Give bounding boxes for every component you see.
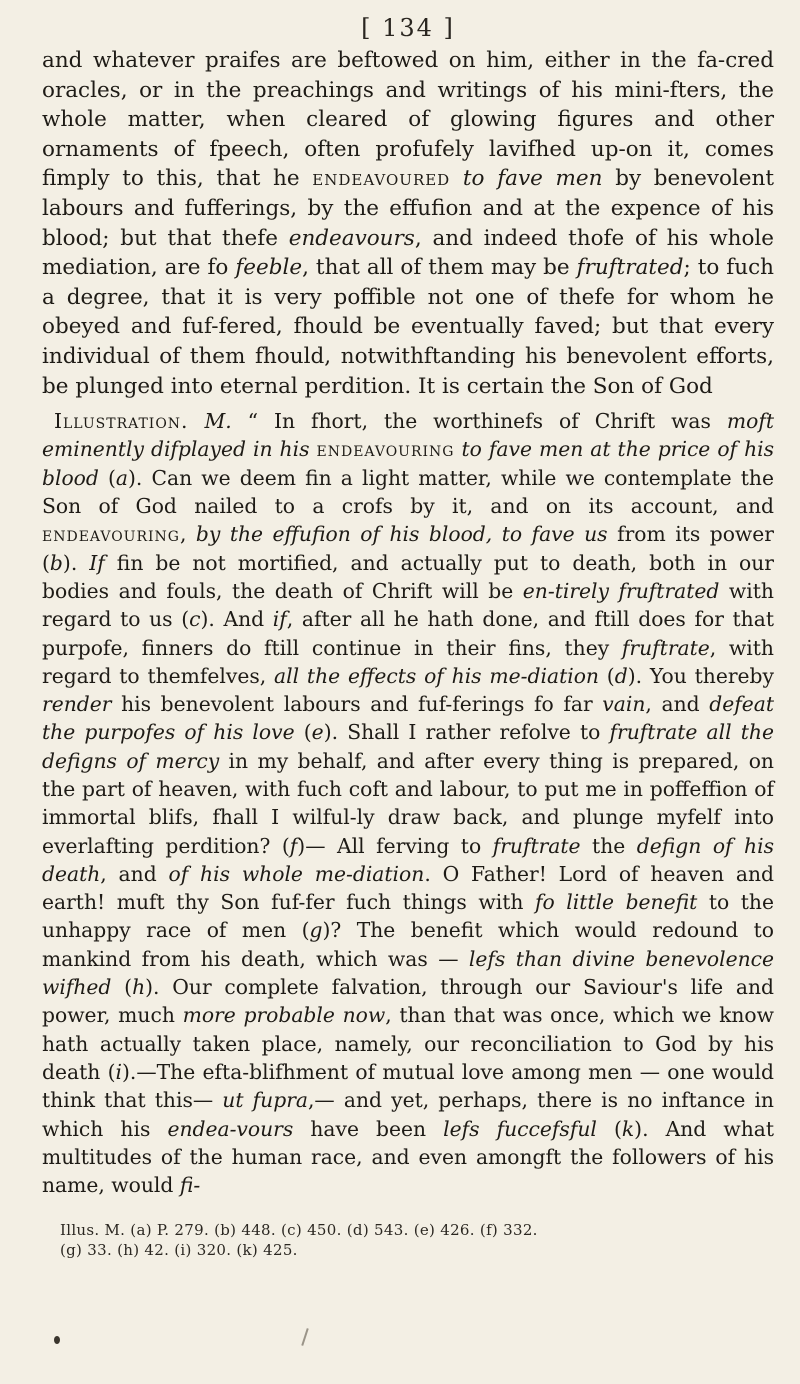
paragraph2-run: moft eminently difplayed in his (42, 409, 774, 462)
paragraph2-run: b (49, 550, 63, 575)
paragraph2-run: ). Can we deem fin a light matter, while we contemplate the Son of God nailed to a crofs by it, and on its account, and (42, 465, 774, 519)
paragraph2-run: to the unhappy race of men ( (42, 890, 774, 943)
paragraph1-run: , that all of them may be (302, 255, 577, 281)
paragraph2-run: to fave men at the price of his blood (42, 437, 775, 490)
paragraph2-run: ( (596, 1116, 622, 1141)
main-paragraph (42, 46, 774, 401)
paragraph2-run: k (621, 1116, 635, 1141)
paragraph2-run: from its power ( (42, 522, 774, 575)
paragraph2-run: more probable now (182, 1003, 386, 1028)
paragraph2-run (309, 437, 316, 461)
paragraph2-run: ).—The efta-blifhment of mutual love among men — one would think that this— (42, 1059, 774, 1113)
paragraph2-run: f (289, 833, 298, 858)
paragraph2-run: ). Our complete falvation, through our Saviour's life and power, much (42, 975, 775, 1028)
paragraph2-run: ). And (200, 607, 273, 632)
paragraph2-run: )? The benefit which would redound to mankind from his death, which was — (42, 918, 774, 971)
paragraph2-run: vain (602, 692, 646, 717)
page-number-header: [ 134 ] (361, 14, 455, 42)
illustration-paragraph (42, 407, 774, 1199)
paragraph2-run: i (115, 1059, 122, 1084)
footnotes (42, 1220, 774, 1260)
paragraph2-run: endeavouring (42, 522, 180, 547)
paragraph2-run: a (115, 465, 128, 490)
paragraph2-run: ( (294, 720, 312, 745)
paragraph2-run: lefs than divine benevolence wifhed (42, 946, 774, 1000)
paragraph2-run: ut fupra (222, 1088, 308, 1113)
paragraph2-run: by the effufion of his blood, to fave us (195, 522, 608, 547)
paragraph2-run: ). Shall I rather refolve to (323, 720, 610, 745)
paragraph2-run: endea-vours (167, 1116, 294, 1141)
paragraph1-run: endeavoured (312, 166, 451, 192)
paragraph2-run: , and (645, 692, 710, 717)
paragraph2-run: fi- (179, 1173, 201, 1198)
paragraph2-run: d (614, 663, 628, 688)
paragraph2-run: have been (293, 1116, 444, 1141)
paragraph1-run: by benevolent labours and fufferings, by the effufion and at the expence of his blood; but that thefe (42, 166, 775, 251)
paragraph2-run: , with regard to themfelves, (42, 635, 774, 688)
paragraph1-run: to fave men (462, 166, 603, 192)
paragraph2-run: fruftrate all the defigns of mercy (42, 720, 774, 773)
paragraph2-run: ). You thereby (627, 663, 774, 688)
paragraph2-run: , than that was once, which we know hath actually taken place, namely, our reconciliation to God by his death ( (42, 1003, 775, 1084)
paragraph2-run: fruftrate (621, 635, 710, 660)
paragraph2-run: ). And what multitudes of the human race, and even amongft the followers of his name, would (42, 1116, 775, 1198)
paragraph1-run: endeavours (288, 225, 415, 251)
paragraph2-run: his benevolent labours and fuf-ferings fo far (111, 692, 603, 717)
paragraph1-run: ; to fuch a degree, that it is very poffible not one of thefe for whom he obeyed and fuf-fered, fhould be eventually faved; but that every individual of them fhould, notwithftanding his benevolent efforts, be plunged into eternal perdition. It is certain the Son of God (42, 255, 774, 399)
paragraph2-run: M. (204, 409, 232, 434)
paragraph2-run: ( (111, 975, 133, 1000)
paragraph2-run: if (272, 607, 287, 632)
paragraph2-run: with regard to us ( (42, 578, 774, 632)
paragraph2-run: the (580, 833, 637, 858)
stray-pen-mark (301, 1328, 308, 1346)
paragraph2-run: fin be not mortified, and actually put to death, both in our bodies and fouls, the death of Chrift will be (42, 550, 774, 603)
paragraph2-run: fruftrate (492, 833, 581, 858)
paragraph2-run: If (89, 550, 105, 575)
paragraph2-run: g (309, 918, 323, 943)
paragraph2-run: )— All ferving to (297, 833, 493, 858)
footnote-line-2: (g) 33. (h) 42. (i) 320. (k) 425. (60, 1240, 298, 1259)
paragraph1-run: fruftrated (576, 255, 684, 281)
paragraph2-run: ( (598, 663, 615, 688)
paragraph2-run: fo little benefit (534, 890, 698, 915)
paragraph2-run: ( (98, 465, 116, 490)
paragraph2-run: , and (100, 861, 169, 886)
paragraph2-run: defeat the purpofes of his love (42, 692, 774, 745)
paragraph2-run: ,— and yet, perhaps, there is no inftance in which his (42, 1088, 774, 1141)
paragraph2-run: defign of his death (42, 833, 775, 886)
paragraph1-run: and whatever praifes are beftowed on him, either in the fa-cred oracles, or in the preachings and writings of his mini-fters, the whole matter, when cleared of glowing figures and other ornaments of fpeech, often profufely lavifhed up-on it, comes fimply to this, that he (42, 48, 774, 192)
paragraph2-run: c (189, 607, 201, 632)
paragraph1-run: , and indeed thofe of his whole mediation, are fo (42, 225, 774, 281)
paragraph2-run: “ In fhort, the worthinefs of Chrift was (231, 409, 727, 434)
paragraph1-run (450, 166, 463, 191)
paragraph2-run: , (179, 522, 196, 547)
paragraph2-run (189, 409, 205, 433)
footnote-line-1: Illus. M. (a) P. 279. (b) 448. (c) 450. (d) 543. (e) 426. (f) 332. (60, 1220, 538, 1239)
paragraph1-run: feeble (235, 255, 303, 281)
paragraph2-run (455, 437, 462, 461)
paragraph2-run: ). (62, 550, 90, 575)
paragraph2-run: e (311, 720, 324, 745)
paragraph2-run: Illustration. (54, 409, 189, 434)
paragraph2-run: endeavouring (316, 437, 455, 462)
paragraph2-run: , after all he hath done, and ftill does for that purpofe, finners do ftill continue in their fins, they (42, 607, 774, 660)
paragraph2-run: all the effects of his me-diation (274, 663, 599, 688)
paragraph2-run: . O Father! Lord of heaven and earth! muft thy Son fuf-fer fuch things with (42, 861, 774, 915)
paragraph2-run: of his whole me-diation (168, 861, 425, 886)
paragraph2-run: render (42, 692, 112, 717)
ink-spot-mark (54, 1336, 60, 1344)
paragraph2-run: h (132, 975, 146, 1000)
paragraph2-run: en-tirely fruftrated (522, 578, 720, 603)
paragraph2-run: in my behalf, and after every thing is prepared, on the part of heaven, with fuch coft and labour, to put me in poffeffion of immortal blifs, fhall I wilful-ly draw back, and plunge myfelf into everlafting perdition? ( (42, 748, 774, 858)
paragraph2-run: lefs fuccefsful (443, 1116, 597, 1141)
